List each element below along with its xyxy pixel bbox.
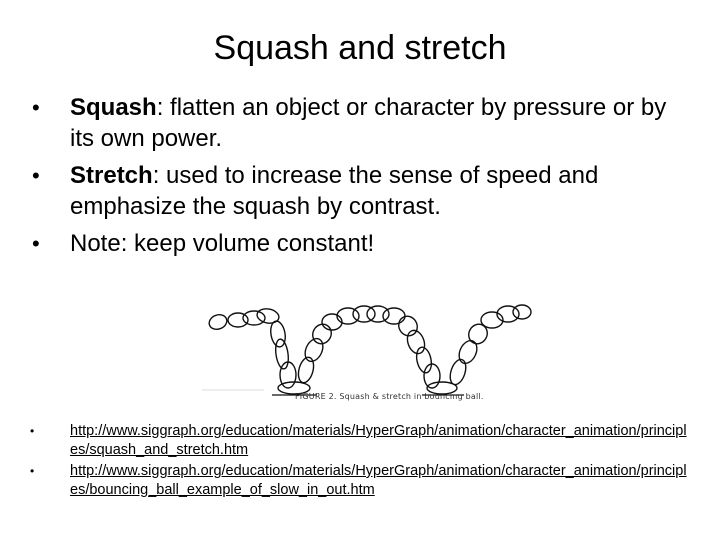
bullet-dot: • [32,163,40,188]
note-text: Note: keep volume constant! [70,230,375,257]
slide-title: Squash and stretch [213,29,507,67]
term-squash: Squash [70,94,157,121]
definition-squash: : flatten an object or character by pressure or by its own power. [70,94,667,152]
bullet-dot: • [30,424,35,438]
bullet-squash [30,92,690,154]
term-stretch: Stretch [70,162,153,189]
bullet-dot: • [32,231,40,256]
bullet-stretch [30,160,690,222]
bullet-dot: • [32,95,40,120]
reference-item [30,462,690,500]
definition-stretch: : used to increase the sense of speed and emphasize the squash by contrast. [70,162,599,220]
reference-list [30,422,690,502]
figure-caption: FIGURE 2. Squash & stretch in bouncing ball. [295,392,484,401]
bullet-list [30,92,690,265]
reference-link-squash-stretch[interactable]: http://www.siggraph.org/education/materials/HyperGraph/animation/character_animation/principles/squash_and_stretch.htm [70,423,687,458]
bullet-note [30,228,690,259]
bullet-dot: • [30,464,35,478]
reference-item [30,422,690,460]
reference-link-bouncing-ball[interactable]: http://www.siggraph.org/education/materials/HyperGraph/animation/character_animation/principles/bouncing_ball_example_of_slow_in_out.htm [70,463,687,498]
